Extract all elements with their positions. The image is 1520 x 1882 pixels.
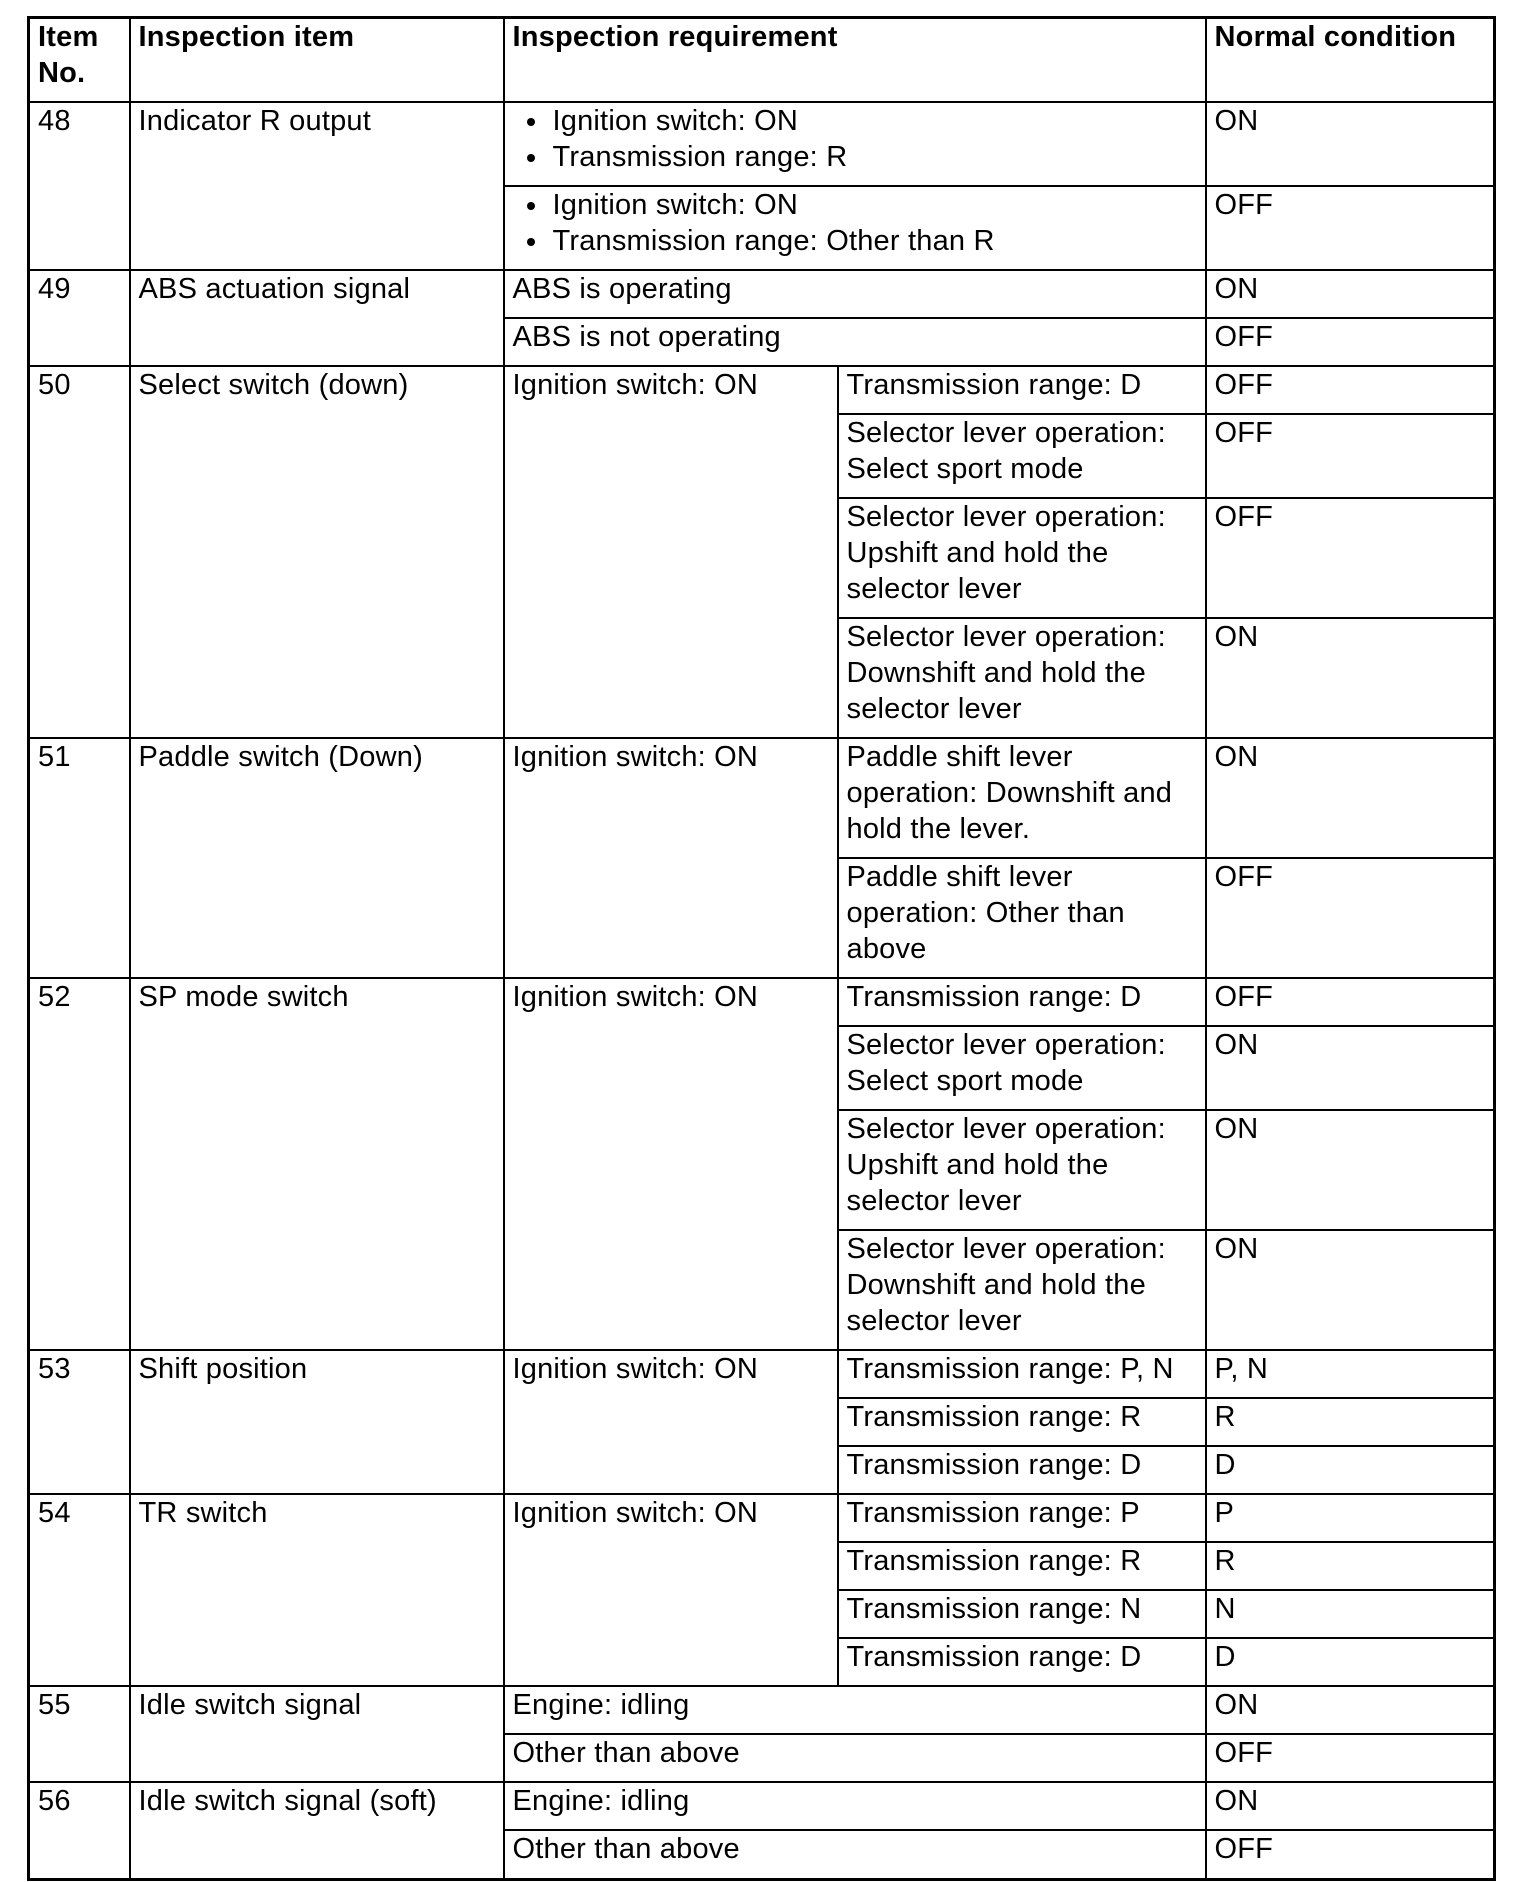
table-row bbox=[29, 270, 1495, 318]
inspection-item-cell: Select switch (down) bbox=[130, 366, 504, 738]
inspection-item-cell: Shift position bbox=[130, 1350, 504, 1494]
normal-condition-cell: ON bbox=[1206, 1110, 1495, 1230]
normal-condition-cell: OFF bbox=[1206, 186, 1495, 270]
sub-condition-cell: Transmission range: D bbox=[838, 1638, 1206, 1686]
sub-condition-cell: Transmission range: P, N bbox=[838, 1350, 1206, 1398]
sub-condition-cell: Transmission range: D bbox=[838, 366, 1206, 414]
inspection-item-cell: Idle switch signal bbox=[130, 1686, 504, 1782]
bullet-item: Ignition switch: ON bbox=[513, 187, 1199, 223]
inspection-item-cell: ABS actuation signal bbox=[130, 270, 504, 366]
requirement-cell: Ignition switch: ON bbox=[504, 978, 838, 1350]
item-no-cell: 52 bbox=[29, 978, 130, 1350]
requirement-cell: Ignition switch: ON bbox=[504, 1350, 838, 1494]
sub-condition-cell: Transmission range: R bbox=[838, 1398, 1206, 1446]
header-item-no: Item No. bbox=[29, 18, 130, 102]
item-no-cell: 54 bbox=[29, 1494, 130, 1686]
normal-condition-cell: OFF bbox=[1206, 1734, 1495, 1782]
table-row bbox=[29, 1686, 1495, 1734]
normal-condition-cell: R bbox=[1206, 1398, 1495, 1446]
normal-condition-cell: ON bbox=[1206, 270, 1495, 318]
normal-condition-cell: R bbox=[1206, 1542, 1495, 1590]
normal-condition-cell: OFF bbox=[1206, 858, 1495, 978]
table-row bbox=[29, 1494, 1495, 1542]
bullet-item: Transmission range: R bbox=[513, 139, 1199, 175]
table-row bbox=[29, 366, 1495, 414]
normal-condition-cell: N bbox=[1206, 1590, 1495, 1638]
requirement-cell: Ignition switch: ON bbox=[504, 366, 838, 738]
normal-condition-cell: OFF bbox=[1206, 978, 1495, 1026]
sub-condition-cell: Transmission range: D bbox=[838, 1446, 1206, 1494]
normal-condition-cell: OFF bbox=[1206, 498, 1495, 618]
inspection-item-cell: Paddle switch (Down) bbox=[130, 738, 504, 978]
normal-condition-cell: D bbox=[1206, 1638, 1495, 1686]
requirement-cell: Engine: idling bbox=[504, 1686, 1206, 1734]
header-inspection-requirement: Inspection requirement bbox=[504, 18, 1206, 102]
normal-condition-cell: ON bbox=[1206, 1230, 1495, 1350]
requirement-cell: Ignition switch: ON bbox=[504, 1494, 838, 1686]
sub-condition-cell: Selector lever operation: Upshift and hold the selector lever bbox=[838, 1110, 1206, 1230]
sub-condition-cell: Transmission range: P bbox=[838, 1494, 1206, 1542]
sub-condition-cell: Paddle shift lever operation: Other than above bbox=[838, 858, 1206, 978]
normal-condition-cell: ON bbox=[1206, 1686, 1495, 1734]
normal-condition-cell: OFF bbox=[1206, 318, 1495, 366]
item-no-cell: 48 bbox=[29, 102, 130, 270]
normal-condition-cell: ON bbox=[1206, 618, 1495, 738]
table-header-row bbox=[29, 18, 1495, 102]
inspection-item-cell: SP mode switch bbox=[130, 978, 504, 1350]
inspection-item-cell: TR switch bbox=[130, 1494, 504, 1686]
table-row bbox=[29, 1350, 1495, 1398]
item-no-cell: 49 bbox=[29, 270, 130, 366]
item-no-cell: 50 bbox=[29, 366, 130, 738]
item-no-cell: 51 bbox=[29, 738, 130, 978]
inspection-table-sheet bbox=[27, 16, 1493, 1868]
normal-condition-cell: P, N bbox=[1206, 1350, 1495, 1398]
table-row bbox=[29, 738, 1495, 858]
sub-condition-cell: Transmission range: D bbox=[838, 978, 1206, 1026]
sub-condition-cell: Paddle shift lever operation: Downshift and hold the lever. bbox=[838, 738, 1206, 858]
requirement-cell: ABS is operating bbox=[504, 270, 1206, 318]
normal-condition-cell: P bbox=[1206, 1494, 1495, 1542]
sub-condition-cell: Selector lever operation: Upshift and hold the selector lever bbox=[838, 498, 1206, 618]
item-no-cell: 53 bbox=[29, 1350, 130, 1494]
requirement-cell: Other than above bbox=[504, 1830, 1206, 1880]
normal-condition-cell: ON bbox=[1206, 738, 1495, 858]
sub-condition-cell: Selector lever operation: Select sport mode bbox=[838, 1026, 1206, 1110]
sub-condition-cell: Transmission range: R bbox=[838, 1542, 1206, 1590]
normal-condition-cell: ON bbox=[1206, 1026, 1495, 1110]
inspection-item-cell: Idle switch signal (soft) bbox=[130, 1782, 504, 1880]
bullet-item: Transmission range: Other than R bbox=[513, 223, 1199, 259]
normal-condition-cell: ON bbox=[1206, 102, 1495, 186]
normal-condition-cell: ON bbox=[1206, 1782, 1495, 1830]
bullet-item: Ignition switch: ON bbox=[513, 103, 1199, 139]
inspection-table bbox=[27, 16, 1496, 1881]
header-normal-condition: Normal condition bbox=[1206, 18, 1495, 102]
requirement-cell: Other than above bbox=[504, 1734, 1206, 1782]
normal-condition-cell: OFF bbox=[1206, 1830, 1495, 1880]
sub-condition-cell: Selector lever operation: Select sport mode bbox=[838, 414, 1206, 498]
item-no-cell: 56 bbox=[29, 1782, 130, 1880]
requirement-cell: ABS is not operating bbox=[504, 318, 1206, 366]
sub-condition-cell: Selector lever operation: Downshift and hold the selector lever bbox=[838, 1230, 1206, 1350]
requirement-cell bbox=[504, 102, 1206, 186]
requirement-cell: Ignition switch: ON bbox=[504, 738, 838, 978]
table-row bbox=[29, 102, 1495, 186]
table-row bbox=[29, 1782, 1495, 1830]
normal-condition-cell: D bbox=[1206, 1446, 1495, 1494]
requirement-cell: Engine: idling bbox=[504, 1782, 1206, 1830]
sub-condition-cell: Selector lever operation: Downshift and hold the selector lever bbox=[838, 618, 1206, 738]
sub-condition-cell: Transmission range: N bbox=[838, 1590, 1206, 1638]
table-row bbox=[29, 978, 1495, 1026]
normal-condition-cell: OFF bbox=[1206, 366, 1495, 414]
inspection-item-cell: Indicator R output bbox=[130, 102, 504, 270]
header-inspection-item: Inspection item bbox=[130, 18, 504, 102]
requirement-cell bbox=[504, 186, 1206, 270]
normal-condition-cell: OFF bbox=[1206, 414, 1495, 498]
item-no-cell: 55 bbox=[29, 1686, 130, 1782]
